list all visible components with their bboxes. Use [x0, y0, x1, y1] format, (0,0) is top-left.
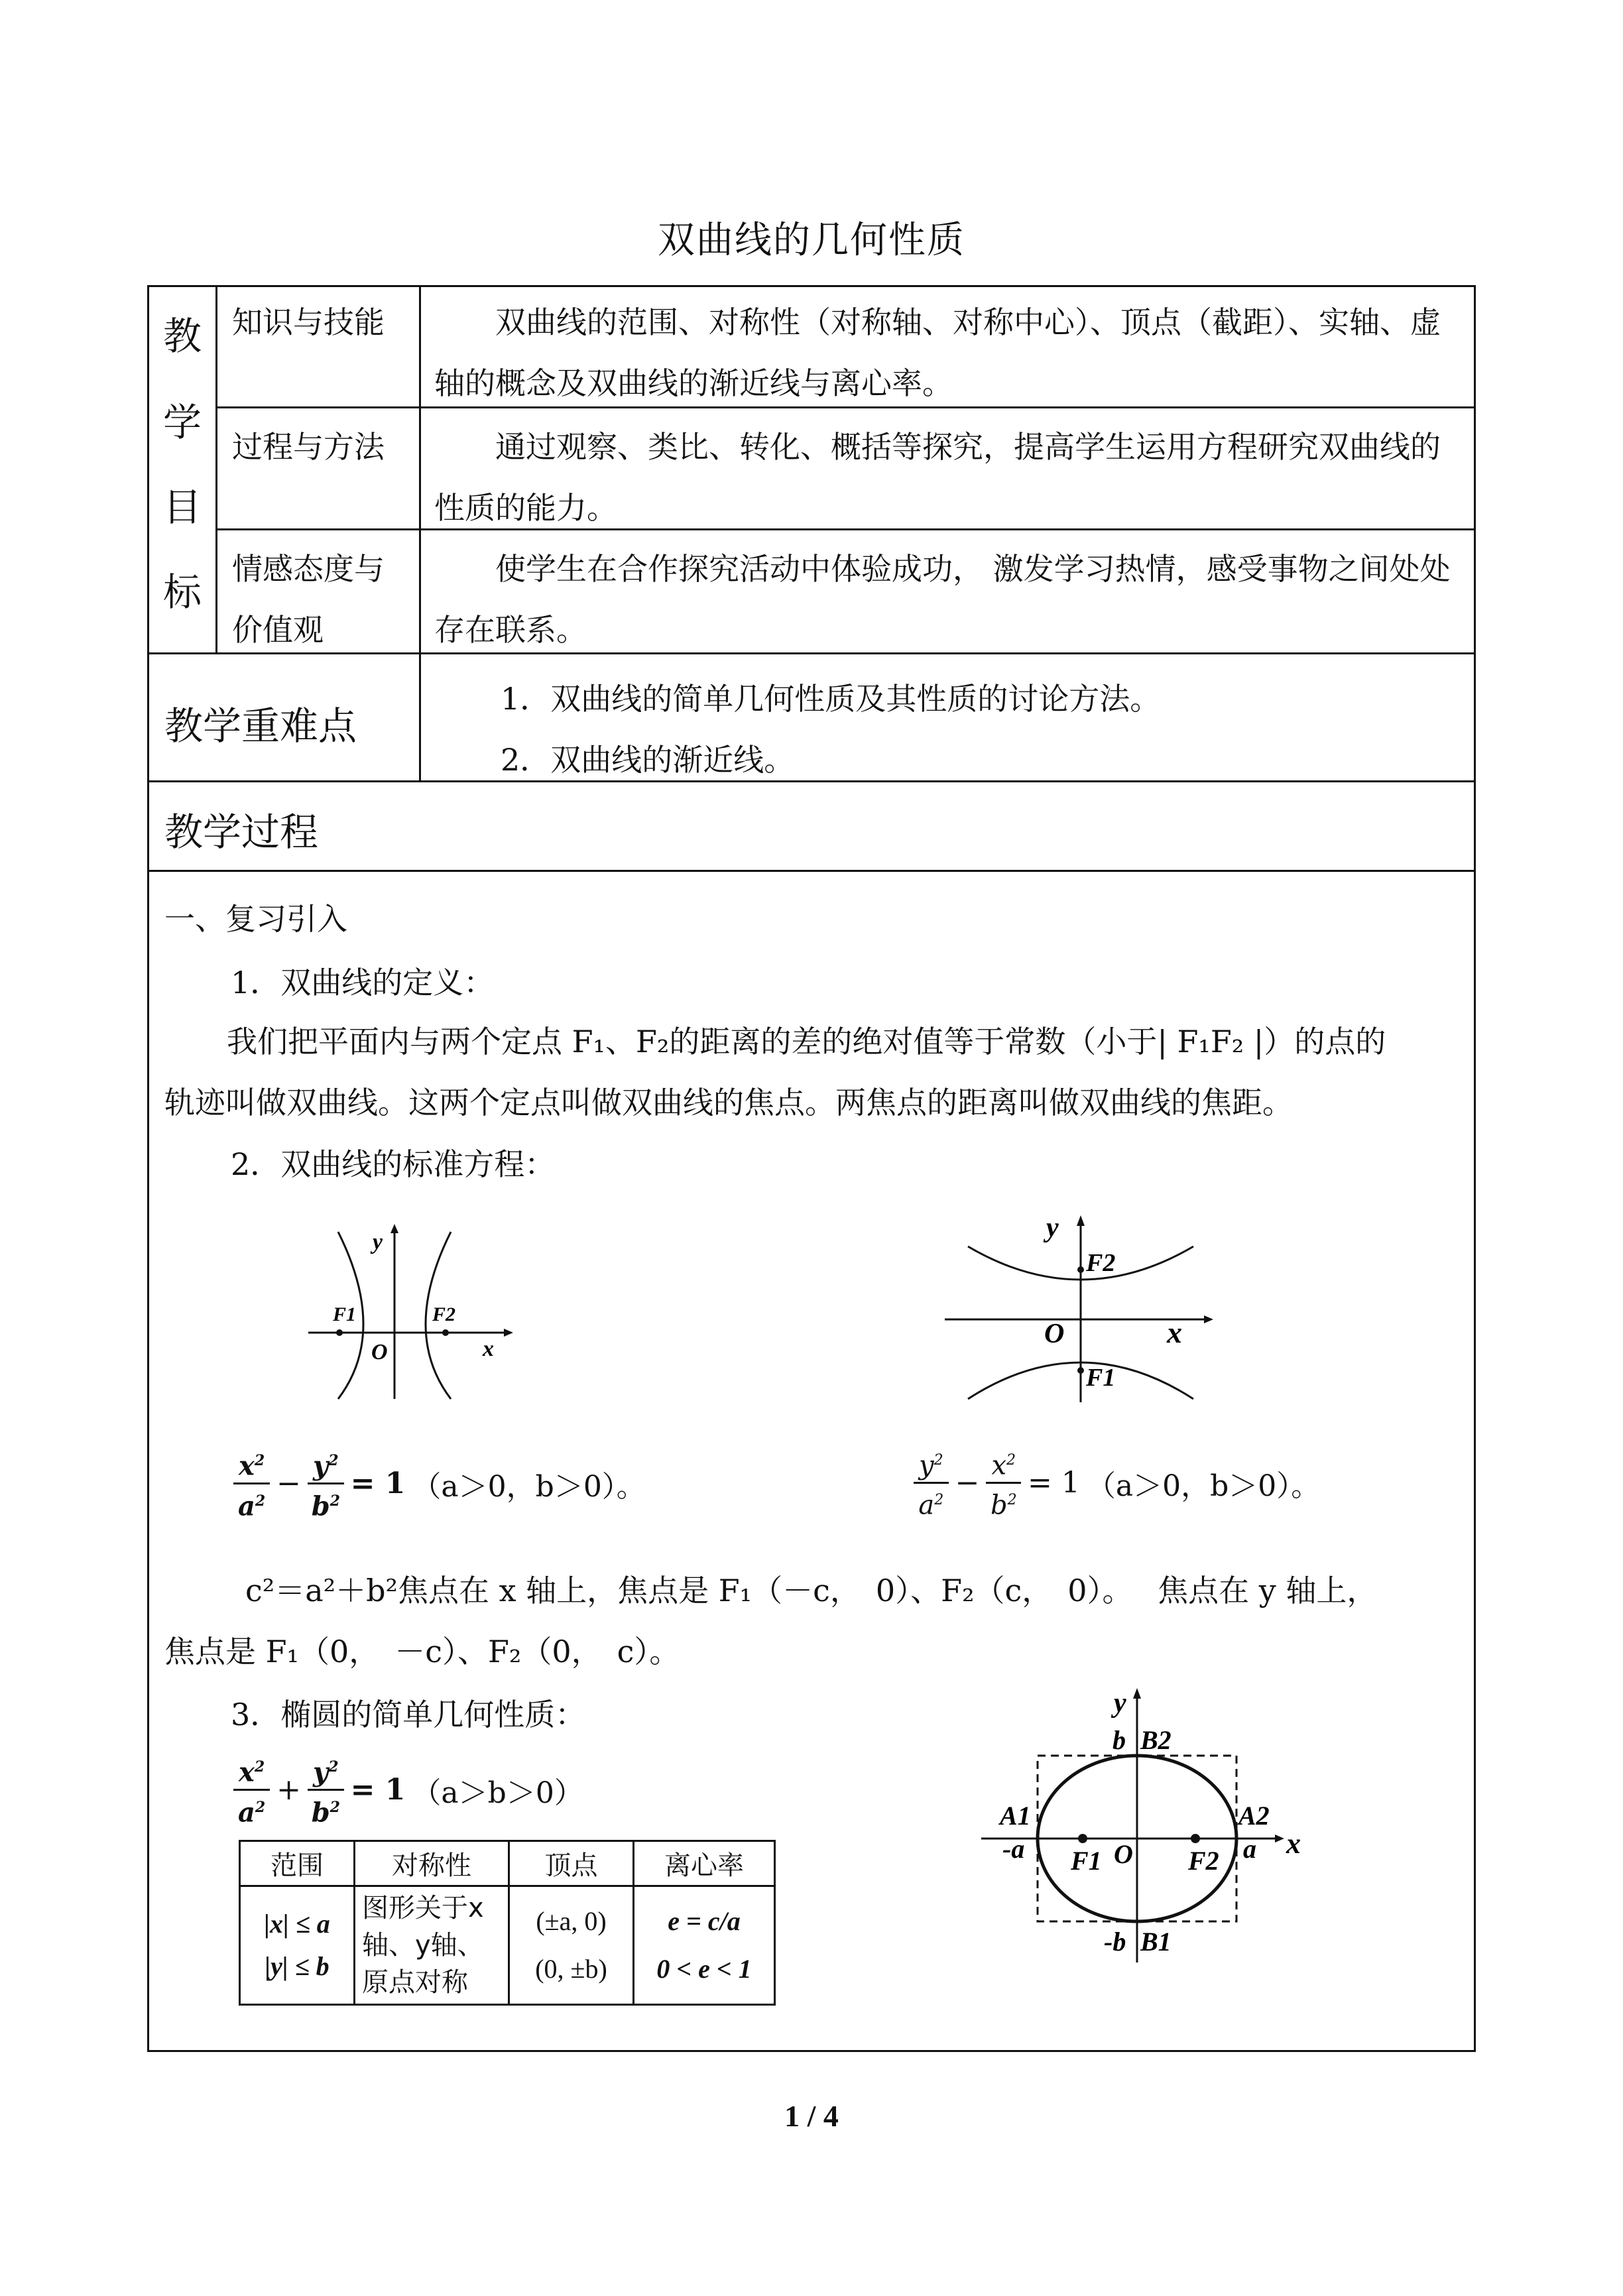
item-title: 1．双曲线的定义： — [231, 965, 495, 1000]
origin-label: O — [371, 1340, 388, 1364]
range-y: |y| ≤ b — [265, 1951, 330, 1981]
minus-sign: − — [955, 1466, 980, 1500]
vertex-label: -b — [1104, 1927, 1126, 1957]
objectives-heading-char: 标 — [163, 570, 202, 615]
fraction: $\frac{x^2}{b^2}$ — [986, 1444, 1021, 1522]
vertices-cell — [509, 1886, 634, 2005]
vertex-label: b — [1112, 1725, 1126, 1755]
key-point-item: 2．双曲线的渐近线。 — [501, 742, 795, 778]
grid-line — [149, 780, 1474, 782]
objectives-heading-char: 学 — [163, 400, 202, 445]
eccentricity-range: 0 < e < 1 — [656, 1954, 752, 1984]
table-header-row — [240, 1841, 775, 1886]
x-axis-arrow — [1275, 1835, 1284, 1843]
table-header: 顶点 — [509, 1841, 634, 1886]
y-axis-arrow — [1077, 1215, 1085, 1226]
table-header: 离心率 — [634, 1841, 775, 1886]
vertex-label: a — [1243, 1834, 1256, 1864]
x-axis-label: x — [483, 1337, 494, 1361]
symmetry-cell — [355, 1886, 509, 2005]
equation-x-hyperbola — [233, 1444, 646, 1524]
fraction: $\frac{y^2}{a^2}$ — [914, 1444, 949, 1522]
focus-point — [442, 1329, 449, 1336]
vertex: (0, ±b) — [535, 1954, 607, 1984]
origin-label: O — [1114, 1839, 1133, 1869]
y-axis-arrow — [1133, 1688, 1141, 1699]
grid-line — [419, 286, 421, 780]
equation-condition: （a＞0，b＞0）。 — [412, 1469, 646, 1504]
vertex-label: B2 — [1140, 1725, 1172, 1755]
objective-text: 通过观察、类比、转化、概括等探究，提高学生运用方程研究双曲线的性质的能力。 — [434, 429, 1441, 526]
x-axis-label: x — [1167, 1315, 1182, 1349]
focus-point — [1077, 1367, 1084, 1374]
objectives-heading-char: 目 — [163, 485, 202, 530]
eccentricity-formula: e = c/a — [668, 1906, 741, 1936]
eccentricity-cell — [634, 1886, 775, 2005]
item-title: 2．双曲线的标准方程： — [231, 1146, 556, 1182]
focus-label-f1: F1 — [333, 1303, 357, 1325]
grid-line — [215, 286, 217, 654]
focus-point — [1077, 1266, 1084, 1273]
plus-sign: + — [276, 1773, 302, 1807]
objective-text: 双曲线的范围、对称性（对称轴、对称中心）、顶点（截距）、实轴、虚轴的概念及双曲线的渐近线与离心率。 — [434, 304, 1441, 401]
ellipse-figure — [975, 1677, 1326, 1969]
table-header: 范围 — [240, 1841, 355, 1886]
fraction: $\frac{y^2}{b^2}$ — [308, 1444, 344, 1524]
process-label: 教学过程 — [164, 810, 319, 855]
vertex-label: -a — [1002, 1834, 1025, 1864]
focus-label: F1 — [1071, 1846, 1102, 1876]
vertex-label: B1 — [1140, 1927, 1172, 1957]
fraction: $\frac{x^2}{a^2}$ — [233, 1750, 270, 1830]
page-title: 双曲线的几何性质 — [658, 219, 965, 262]
x-axis-label: x — [1286, 1827, 1301, 1860]
range-cell — [240, 1886, 355, 2005]
focus-label: F2 — [1188, 1846, 1219, 1876]
equation-y-hyperbola — [914, 1444, 1320, 1522]
range-x: |x| ≤ a — [264, 1909, 330, 1939]
symmetry-line: 轴、y轴、 — [362, 1930, 484, 1961]
y-axis-label: y — [1046, 1213, 1059, 1243]
ellipse-properties-table — [239, 1840, 776, 2006]
fraction: $\frac{x^2}{a^2}$ — [233, 1444, 270, 1524]
symmetry-line: 图形关于x — [362, 1893, 484, 1923]
objective-text: 使学生在合作探究活动中体验成功， 激发学习热情，感受事物之间处处存在联系。 — [434, 551, 1451, 648]
focus-label-f1: F1 — [1086, 1364, 1116, 1392]
foci-line: 焦点是 F₁（0， －c）、F₂（0， c）。 — [164, 1634, 680, 1669]
y-axis-label: y — [373, 1230, 383, 1254]
objective-label: 情感态度与价值观 — [232, 551, 385, 648]
table-row — [240, 1886, 775, 2005]
key-points-label: 教学重难点 — [164, 703, 357, 749]
definition-line: 轨迹叫做双曲线。这两个定点叫做双曲线的焦点。两焦点的距离叫做双曲线的焦距。 — [164, 1085, 1293, 1120]
x-axis-arrow — [504, 1329, 513, 1337]
focus-label-f2: F2 — [1086, 1249, 1116, 1277]
objectives-heading-char: 教 — [163, 314, 202, 359]
x-axis-arrow — [1204, 1315, 1213, 1323]
key-point-item: 1．双曲线的简单几何性质及其性质的讨论方法。 — [501, 681, 1161, 717]
table-header: 对称性 — [355, 1841, 509, 1886]
hyperbola-x-figure — [298, 1220, 517, 1406]
focus-point — [1191, 1834, 1200, 1843]
equals-one: = 1 — [1028, 1466, 1080, 1500]
equals-one: = 1 — [350, 1773, 406, 1807]
objective-label: 知识与技能 — [232, 304, 385, 340]
origin-label: O — [1044, 1319, 1065, 1349]
equation-ellipse — [233, 1750, 583, 1830]
hyperbola-y-figure — [941, 1210, 1220, 1409]
section-heading: 一、复习引入 — [164, 901, 347, 937]
page-number: 1 / 4 — [784, 2099, 839, 2133]
vertex-label: A2 — [1238, 1801, 1270, 1831]
definition-line: 我们把平面内与两个定点 F₁、F₂的距离的差的绝对值等于常数（小于| F₁F₂ |）的点的 — [227, 1024, 1386, 1059]
y-axis-label: y — [1114, 1688, 1126, 1719]
foci-line: c²＝a²＋b²焦点在 x 轴上，焦点是 F₁（－c， 0）、F₂（c， 0）。 焦点在 y 轴上， — [245, 1573, 1378, 1608]
vertex-label: A1 — [1000, 1801, 1031, 1831]
grid-line — [149, 870, 1474, 872]
equation-condition: （a＞0，b＞0）。 — [1086, 1469, 1321, 1503]
fraction: $\frac{y^2}{b^2}$ — [308, 1750, 344, 1830]
equals-one: = 1 — [350, 1467, 406, 1501]
focus-point — [1078, 1834, 1087, 1843]
y-axis-arrow — [391, 1224, 398, 1233]
item-title: 3．椭圆的简单几何性质： — [231, 1697, 586, 1732]
focus-point — [336, 1329, 343, 1336]
minus-sign: − — [276, 1467, 302, 1501]
vertex: (±a, 0) — [536, 1906, 607, 1936]
symmetry-line: 原点对称 — [362, 1967, 468, 1998]
equation-condition: （a＞b＞0） — [412, 1776, 583, 1810]
objective-label: 过程与方法 — [232, 429, 385, 465]
focus-label-f2: F2 — [432, 1303, 456, 1325]
